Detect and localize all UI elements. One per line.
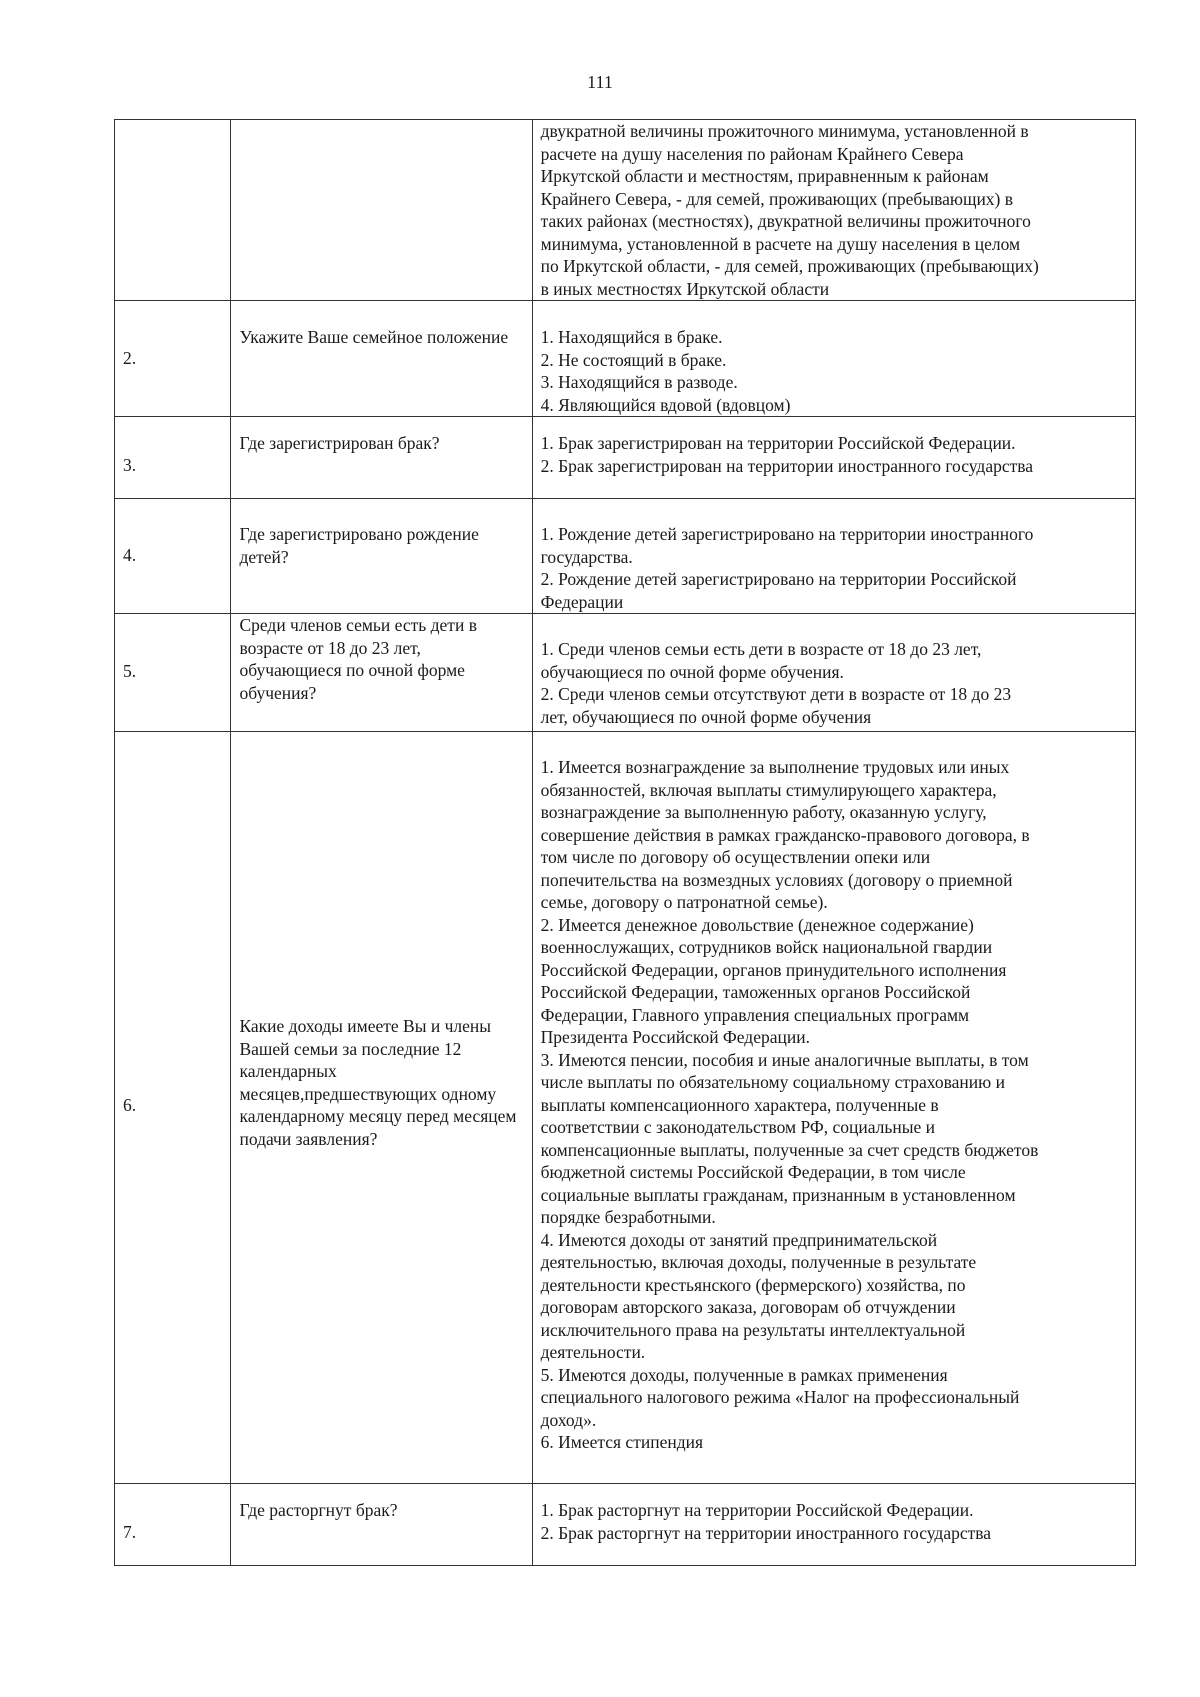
row-number-cell <box>115 301 231 417</box>
answer-options-cell <box>532 614 1135 732</box>
table-row <box>115 120 1136 301</box>
row-number: 4. <box>123 545 137 565</box>
row-number-cell <box>115 732 231 1484</box>
answer-options-cell <box>532 499 1135 614</box>
answer-line: двукратной величины прожиточного минимума, установленной в <box>540 121 1029 141</box>
answer-line: 1. Рождение детей зарегистрировано на территории иностранного <box>540 524 1034 544</box>
row-number-cell <box>115 614 231 732</box>
answer-line: лет, обучающиеся по очной форме обучения <box>540 706 872 727</box>
answer-line: по Иркутской области, - для семей, проживающих (пребывающих) <box>540 256 1039 276</box>
question-text: Где зарегистрирован брак? <box>239 433 440 453</box>
answer-line: Российской Федерации, таможенных органов Российской <box>540 982 971 1002</box>
answer-line: том числе по договору об осуществлении опеки или <box>540 847 931 867</box>
answer-line: 3. Имеются пенсии, пособия и иные аналогичные выплаты, в том <box>540 1049 1029 1070</box>
answer-options-cell <box>532 120 1135 301</box>
answer-options <box>541 432 1127 477</box>
answer-options-cell <box>532 732 1135 1484</box>
answer-line: соответствии с законодательством РФ, социальные и <box>540 1117 935 1137</box>
answer-line: попечительства на возмездных условиях (договору о приемной <box>540 869 1013 890</box>
answer-line: бюджетной системы Российской Федерации, в том числе <box>540 1162 966 1182</box>
answer-line: 2. Среди членов семьи отсутствуют дети в возрасте от 18 до 23 <box>540 684 1012 704</box>
answer-line: Иркутской области и местностям, приравненным к районам <box>540 166 989 186</box>
answer-line: обучающиеся по очной форме обучения. <box>540 661 844 682</box>
answer-line: 1. Брак зарегистрирован на территории Российской Федерации. <box>540 433 1016 453</box>
answer-options <box>541 523 1127 613</box>
answer-line: 2. Имеется денежное довольствие (денежное содержание) <box>540 914 974 935</box>
answer-options-cell <box>532 1484 1135 1566</box>
question-cell <box>231 301 532 417</box>
answer-options-cell <box>532 301 1135 417</box>
answer-line: доход». <box>540 1409 597 1430</box>
answer-line: Крайнего Севера, - для семей, проживающих (пребывающих) в <box>540 188 1014 209</box>
answer-options <box>541 756 1127 1454</box>
answer-line: Президента Российской Федерации. <box>540 1027 810 1047</box>
answer-line: 1. Находящийся в браке. <box>540 327 723 347</box>
answer-line: совершение действия в рамках гражданско-правового договора, в <box>540 824 1030 845</box>
answer-line: 6. Имеется стипендия <box>540 1432 704 1452</box>
answer-options-cell <box>532 417 1135 499</box>
row-number: 5. <box>123 661 137 681</box>
question-text: Укажите Ваше семейное положение <box>239 327 509 347</box>
row-number: 7. <box>123 1522 137 1542</box>
answer-line: вознаграждение за выполненную работу, оказанную услугу, <box>540 802 987 822</box>
answer-line: деятельностью, включая доходы, полученные в результате <box>540 1252 977 1272</box>
page-number: 111 <box>587 72 613 92</box>
answer-line: 4. Имеются доходы от занятий предпринимательской <box>540 1229 938 1250</box>
answer-line: 1. Среди членов семьи есть дети в возрасте от 18 до 23 лет, <box>540 639 982 659</box>
answer-line: 2. Рождение детей зарегистрировано на территории Российской <box>540 569 1017 589</box>
question-text: Какие доходы имеете Вы и члены Вашей семьи за последние 12 календарных месяцев,предшествующих одному календарному месяцу перед месяцем подачи заявления? <box>239 1016 517 1149</box>
answer-line: выплаты компенсационного характера, полученные в <box>540 1094 939 1115</box>
answer-options <box>541 326 1127 416</box>
question-text: Среди членов семьи есть дети в возрасте от 18 до 23 лет, обучающиеся по очной форме обучения? <box>239 615 477 703</box>
answer-line: военнослужащих, сотрудников войск национальной гвардии <box>540 937 993 957</box>
table-row <box>115 417 1136 499</box>
answer-line: компенсационные выплаты, полученные за счет средств бюджетов <box>540 1139 1039 1160</box>
answer-line: в иных местностях Иркутской области <box>540 278 830 299</box>
answer-line: договорам авторского заказа, договорам об отчуждении <box>540 1297 956 1317</box>
answer-line: расчете на душу населения по районам Крайнего Севера <box>540 143 964 164</box>
row-number: 2. <box>123 348 137 368</box>
row-number-cell <box>115 1484 231 1566</box>
question-cell <box>231 499 532 614</box>
answer-line: 4. Являющийся вдовой (вдовцом) <box>540 394 791 415</box>
answer-line: числе выплаты по обязательному социальному страхованию и <box>540 1072 1005 1092</box>
answer-line: порядке безработными. <box>540 1207 716 1227</box>
questionnaire-table-body <box>115 120 1136 1566</box>
row-number: 3. <box>123 455 137 475</box>
answer-line: 3. Находящийся в разводе. <box>540 372 738 392</box>
answer-line: исключительного права на результаты интеллектуальной <box>540 1319 966 1340</box>
table-row <box>115 499 1136 614</box>
question-cell <box>231 614 532 732</box>
answer-line: 1. Брак расторгнут на территории Российской Федерации. <box>540 1500 974 1520</box>
answer-line: семье, договору о патронатной семье). <box>540 892 828 912</box>
question-cell <box>231 1484 532 1566</box>
row-number-cell <box>115 120 231 301</box>
answer-line: деятельности. <box>540 1342 646 1362</box>
answer-options <box>541 1499 1127 1544</box>
answer-line: Федерации, Главного управления специальных программ <box>540 1004 970 1025</box>
answer-line: 5. Имеются доходы, полученные в рамках применения <box>540 1364 948 1385</box>
answer-line: деятельности крестьянского (фермерского) хозяйства, по <box>540 1274 966 1295</box>
row-number: 6. <box>123 1095 137 1115</box>
answer-options <box>541 638 1127 728</box>
question-text: Где расторгнут брак? <box>239 1500 398 1520</box>
answer-line: 2. Не состоящий в браке. <box>540 349 727 370</box>
answer-line: Российской Федерации, органов принудительного исполнения <box>540 959 1007 980</box>
answer-line: 2. Брак расторгнут на территории иностранного государства <box>540 1522 992 1543</box>
answer-line: 2. Брак зарегистрирован на территории иностранного государства <box>540 455 1034 476</box>
answer-line: таких районах (местностях), двукратной величины прожиточного <box>540 211 1031 231</box>
row-number-cell <box>115 499 231 614</box>
answer-line: обязанностей, включая выплаты стимулирующего характера, <box>540 779 997 800</box>
table-row <box>115 301 1136 417</box>
answer-line: специального налогового режима «Налог на профессиональный <box>540 1387 1020 1407</box>
question-cell <box>231 120 532 301</box>
table-row <box>115 1484 1136 1566</box>
table-row <box>115 614 1136 732</box>
question-cell <box>231 732 532 1484</box>
answer-options <box>541 120 1127 300</box>
answer-line: государства. <box>540 546 633 567</box>
question-text: Где зарегистрировано рождение детей? <box>239 524 479 567</box>
question-cell <box>231 417 532 499</box>
answer-line: 1. Имеется вознаграждение за выполнение трудовых или иных <box>540 757 1010 777</box>
answer-line: Федерации <box>540 591 624 612</box>
answer-line: социальные выплаты гражданам, признанным в установленном <box>540 1184 1016 1205</box>
questionnaire-table <box>114 119 1136 1566</box>
answer-line: минимума, установленной в расчете на душу населения в целом <box>540 233 1021 254</box>
table-row <box>115 732 1136 1484</box>
row-number-cell <box>115 417 231 499</box>
